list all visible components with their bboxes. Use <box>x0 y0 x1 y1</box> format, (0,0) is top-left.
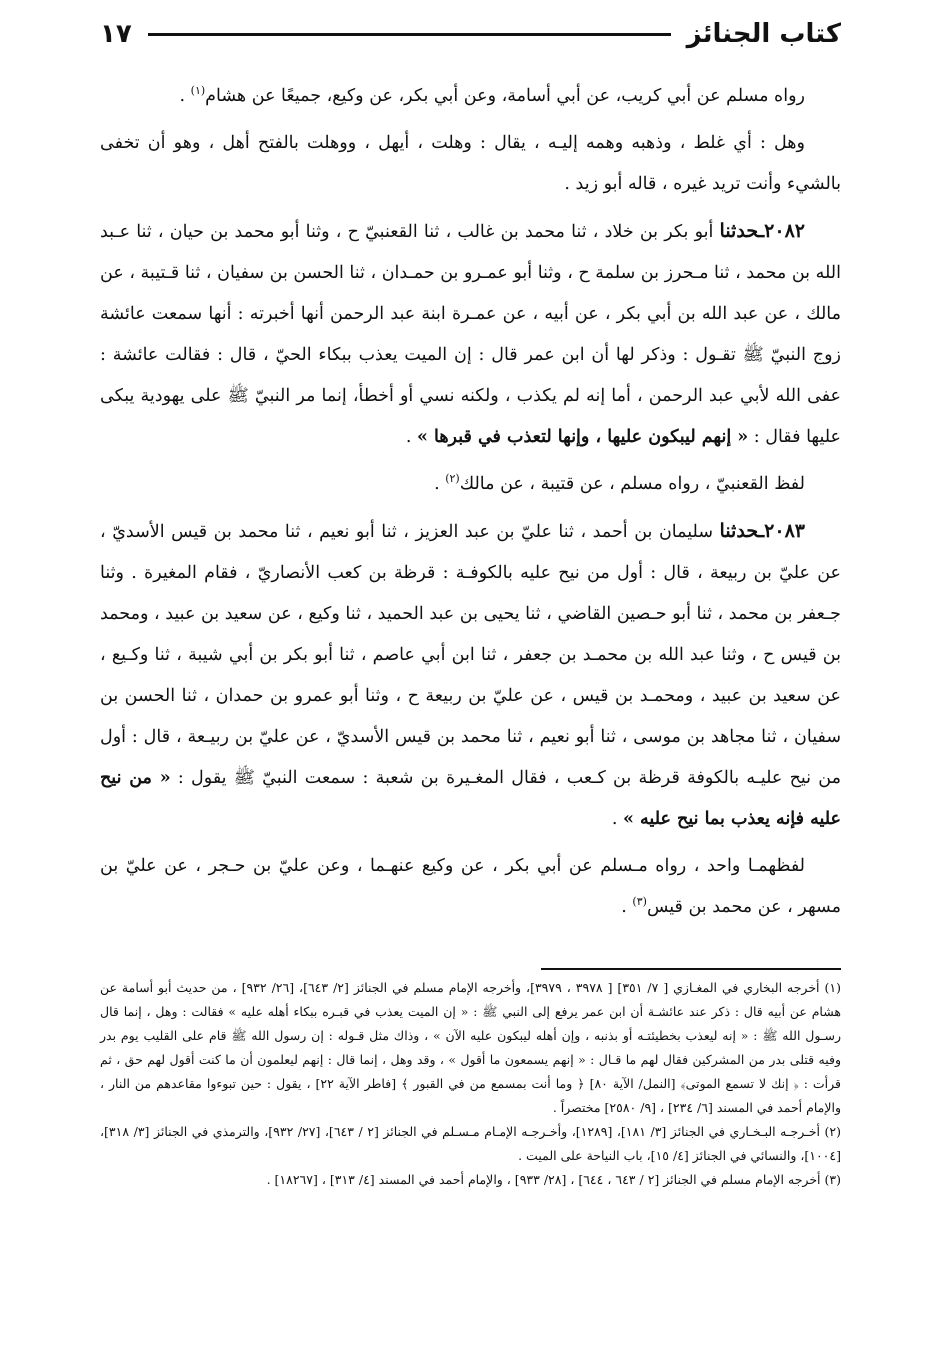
running-title: كتاب الجنائز <box>686 19 841 49</box>
footnote-ref-2: (٢) <box>445 472 460 486</box>
header-rule <box>148 33 671 36</box>
main-text <box>100 76 841 934</box>
hadith-2083: ٢٠٨٣ـحدثنا سليمان بن أحمد ، ثنا عليّ بن عبد العزيز ، ثنا أبو نعيم ، ثنا محمد بن قيس الأسديّ ، عن عليّ بن ربيعة ، قال : أول من نيح عليه بالكوفـة : قرظة بن كعب الأنصاريّ ، فقام المغيرة . وثنا جـعفر بن محمد ، ثنا أبو حـصين القاضي ، ثنا يحيى بن عبد الحميد ، ثنا وكيع ، عن سعيد بن عبيد ، ومحمد بن قيس ح ، وثنا عبد الله بن محمـد بن جعفر ، ثنا ابن أبي عاصم ، ثنا أبو بكر بن أبي شيبة ، ثنا وكـيع ، عن سعيد بن عبيد ، ومحمـد بن قيس ، عن عليّ بن ربيعة ح ، وثنا أبو عمرو بن حمدان ، ثنا الحسن بن سفيان ، ثنا مجاهد بن موسى ، ثنا أبو نعيم ، ثنا محمد بن قيس الأسديّ ، عن عليّ بن ربيـعة ، قال : أول من نيح عليـه بالكوفة قرظة بن كـعب ، فقال المغـيرة بن شعبة : سمعت النبيّ ﷺ يقول : « من نيح عليه فإنه يعذب بما نيح عليه » . <box>100 520 841 829</box>
paragraph-2: وهل : أي غلط ، وذهبه وهمه إليـه ، يقال : وهلت ، أيهل ، ووهلت بالفتح أهل ، وهو أن تخفى بالشيء وأنت تريد غيره ، قاله أبو زيد . <box>100 133 841 194</box>
page-number: ١٧ <box>100 19 132 49</box>
footnote-ref-3: (٣) <box>632 895 647 909</box>
hadith-quote: « إنهم ليبكون عليها ، وإنها لتعذب في قبرها » <box>416 427 749 447</box>
footnote-separator <box>541 968 841 970</box>
paragraph-4: لفظ القعنبيّ ، رواه مسلم ، عن قتيبة ، عن مالك$^{(٢)}$ . <box>434 472 805 494</box>
paragraph-1: رواه مسلم عن أبي كريب، عن أبي أسامة، وعن أبي بكر، عن وكيع، جميعًا عن هشام$^{(١)}$ . <box>179 84 805 106</box>
footnote-ref-1: (١) <box>190 84 206 98</box>
footnote-1: (١) أخرجه البخاري في المغـازي [ ٧/ ٣٥١] [ ٣٩٧٨ ، ٣٩٧٩]، وأخرجه الإمام مسلم في الجنائز [٢/ ٦٤٣]، [٢٦/ ٩٣٢] ، من حديث أبو أسامة عن هشام عن أبيه قال : ذكر عند عائشـة أن ابن عمر يرفع إلى النبي ﷺ : « إن الميت يعذب في قبـره ببكاء أهله عليه » فقالت : وهل ، إنما قال رسـول الله ﷺ : « إنه ليعذب بخطيئتـه أو بذنبه ، وإن أهله ليبكون عليه الآن » ، وذاك مثل قـوله : إن رسول الله ﷺ قام على القليب يوم بدر وفيه قتلى بدر من المشركين فقال لهم ما قـال : « إنهم يسمعون ما أقول » ، وقد وهل ، إنما قال : إنهم ليعلمون أن ما كنت أقول لهم حق ، ثم قرأت : ﴿ إنك لا تسمع الموتى﴾ [النمل/ الآية ٨٠] ﴿ وما أنت بمسمع من في القبور ﴾ [فاطر الآية ٢٢] ، يقول : حين تبوءوا مقاعدهم من النار ، والإمام أحمد في المسند [٦/ ٢٣٤] ، [٩/ ٢٥٨٠] مختصراً . <box>100 980 842 1115</box>
hadith-2082: ٢٠٨٢ـحدثنا أبو بكر بن خلاد ، ثنا محمد بن غالب ، ثنا القعنبيّ ح ، وثنا أبو محمد بن حيان ، ثنا عـبد الله بن محمد ، ثنا مـحرز بن سلمة ح ، وثنا أبو عمـرو بن حمـدان ، ثنا الحسن بن سفيان ، ثنا قـتيبة ، عن مالك ، عن عبد الله بن أبي بكر ، عن أبيه ، عن عمـرة ابنة عبد الرحمن أنها أخبرته : أنها سمعت عائشة زوج النبيّ ﷺ تقـول : وذكر لها أن ابن عمر قال : إن الميت يعذب ببكاء الحيّ ، قال : فقالت عائشة : عفى الله لأبي عبد الرحمن ، أما إنه لم يكذب ، ولكنه نسي أو أخطأ، إنما مر النبيّ ﷺ على يهودية يبكى عليها فقال : « إنهم ليبكون عليها ، وإنها لتعذب في قبرها » . <box>100 220 841 447</box>
page-header <box>100 14 841 54</box>
footnote-3: (٣) أخرجه الإمام مسلم في الجنائز [٢ / ٦٤٣ ، ٦٤٤] ، [٢٨/ ٩٣٣] ، والإمام أحمد في المسند [٤/ ٣١٣] ، [١٨٢٦٧] . <box>266 1172 841 1187</box>
footnotes <box>100 976 841 1192</box>
hadith-keyword: حدثنا <box>719 520 759 542</box>
hadith-keyword: حدثنا <box>719 220 759 242</box>
hadith-number: ٢٠٨٣ـ <box>758 520 805 542</box>
hadith-number: ٢٠٨٢ـ <box>758 220 805 242</box>
hadith-quote: « من نيح عليه فإنه يعذب بما نيح عليه » <box>100 768 841 829</box>
footnote-2: (٢) أخـرجـه البـخـاري في الجنائز [٣/ ١٨١]، [١٢٨٩]، وأخـرجـه الإمـام مـسـلم في الجنائز [٢ / ٦٤٣]، [٢٧/ ٩٣٢]، والترمذي في الجنائز [٣/ ٣١٨]، [١٠٠٤]، والنسائي في الجنائز [٤/ ١٥]، باب النياحة على الميت . <box>100 1124 842 1163</box>
paragraph-6: لفظهمـا واحد ، رواه مـسلم عن أبي بكر ، عن وكيع عنهـما ، وعن عليّ بن حـجر ، عن عليّ بن مسهر ، عن محمد بن قيس$^{(٣)}$ . <box>100 856 841 917</box>
